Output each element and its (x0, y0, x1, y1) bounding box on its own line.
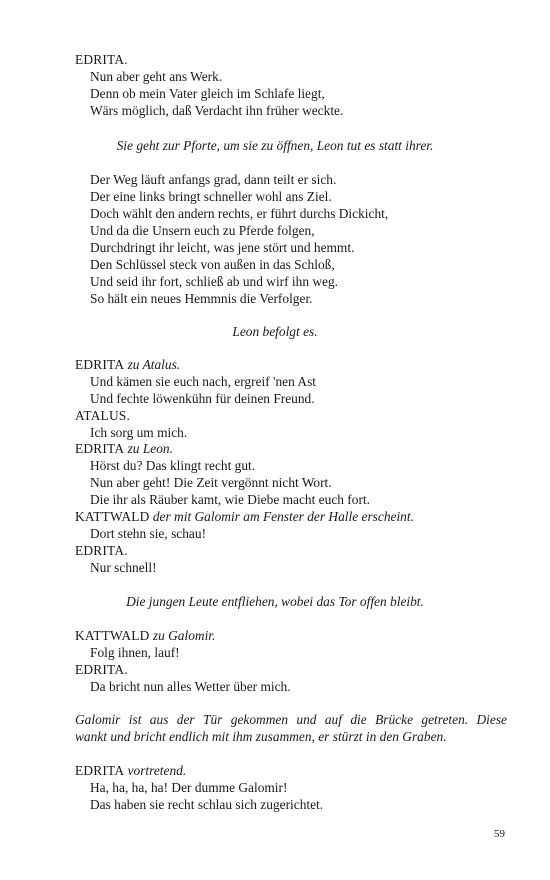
speaker-line: KATTWALD zu Galomir. (75, 628, 216, 643)
speaker-line: EDRITA. (75, 543, 128, 558)
speaker-line: ATALUS. (75, 408, 131, 423)
stage-direction: Die jungen Leute entfliehen, wobei das Tor offen bleibt. (126, 594, 424, 609)
verse-line: Der eine links bringt schneller wohl ans Ziel. (90, 189, 332, 204)
verse-line: Ich sorg um mich. (90, 425, 188, 440)
speaker-line: EDRITA. (75, 52, 128, 67)
verse-line: Denn ob mein Vater gleich im Schlafe liegt, (90, 86, 325, 101)
verse-line: Der Weg läuft anfangs grad, dann teilt er sich. (90, 172, 337, 187)
verse-line: Durchdringt ihr leicht, was jene stört und hemmt. (90, 240, 355, 255)
verse-line: Nur schnell! (90, 560, 157, 575)
verse-line: Den Schlüssel steck von außen in das Schloß, (90, 257, 335, 272)
speaker-line: EDRITA zu Atalus. (75, 357, 181, 372)
stage-direction: Galomir ist aus der Tür gekommen und auf die Brücke getreten. Diese (75, 712, 507, 727)
verse-line: Die ihr als Räuber kamt, wie Diebe macht euch fort. (90, 492, 370, 507)
verse-line: Und da die Unsern euch zu Pferde folgen, (90, 223, 315, 238)
verse-line: Und kämen sie euch nach, ergreif 'nen Ast (90, 374, 317, 389)
speaker-line: EDRITA zu Leon. (75, 441, 173, 456)
verse-line: Nun aber geht ans Werk. (90, 69, 223, 84)
verse-line: Nun aber geht! Die Zeit vergönnt nicht Wort. (90, 475, 332, 490)
verse-line: Hörst du? Das klingt recht gut. (90, 458, 256, 473)
verse-line: Und seid ihr fort, schließ ab und wirf ihn weg. (90, 274, 339, 289)
stage-direction: wankt und bricht endlich mit ihm zusammen, er stürzt in den Graben. (75, 729, 447, 744)
speaker-line: EDRITA. (75, 662, 128, 677)
speaker-line: KATTWALD der mit Galomir am Fenster der Halle erscheint. (75, 509, 414, 524)
verse-line: Wärs möglich, daß Verdacht ihn früher weckte. (90, 103, 344, 118)
verse-line: Da bricht nun alles Wetter über mich. (90, 679, 291, 694)
verse-line: Dort stehn sie, schau! (90, 526, 207, 541)
verse-line: Das haben sie recht schlau sich zugerichtet. (90, 797, 324, 812)
stage-direction: Leon befolgt es. (232, 324, 318, 339)
verse-line: Doch wählt den andern rechts, er führt durchs Dickicht, (90, 206, 389, 221)
page-number: 59 (494, 828, 505, 840)
verse-line: So hält ein neues Hemmnis die Verfolger. (90, 291, 313, 306)
verse-line: Und fechte löwenkühn für deinen Freund. (90, 391, 315, 406)
verse-line: Ha, ha, ha, ha! Der dumme Galomir! (90, 780, 288, 795)
verse-line: Folg ihnen, lauf! (90, 645, 180, 660)
stage-direction: Sie geht zur Pforte, um sie zu öffnen, Leon tut es statt ihrer. (116, 138, 434, 153)
speaker-line: EDRITA vortretend. (75, 763, 187, 778)
